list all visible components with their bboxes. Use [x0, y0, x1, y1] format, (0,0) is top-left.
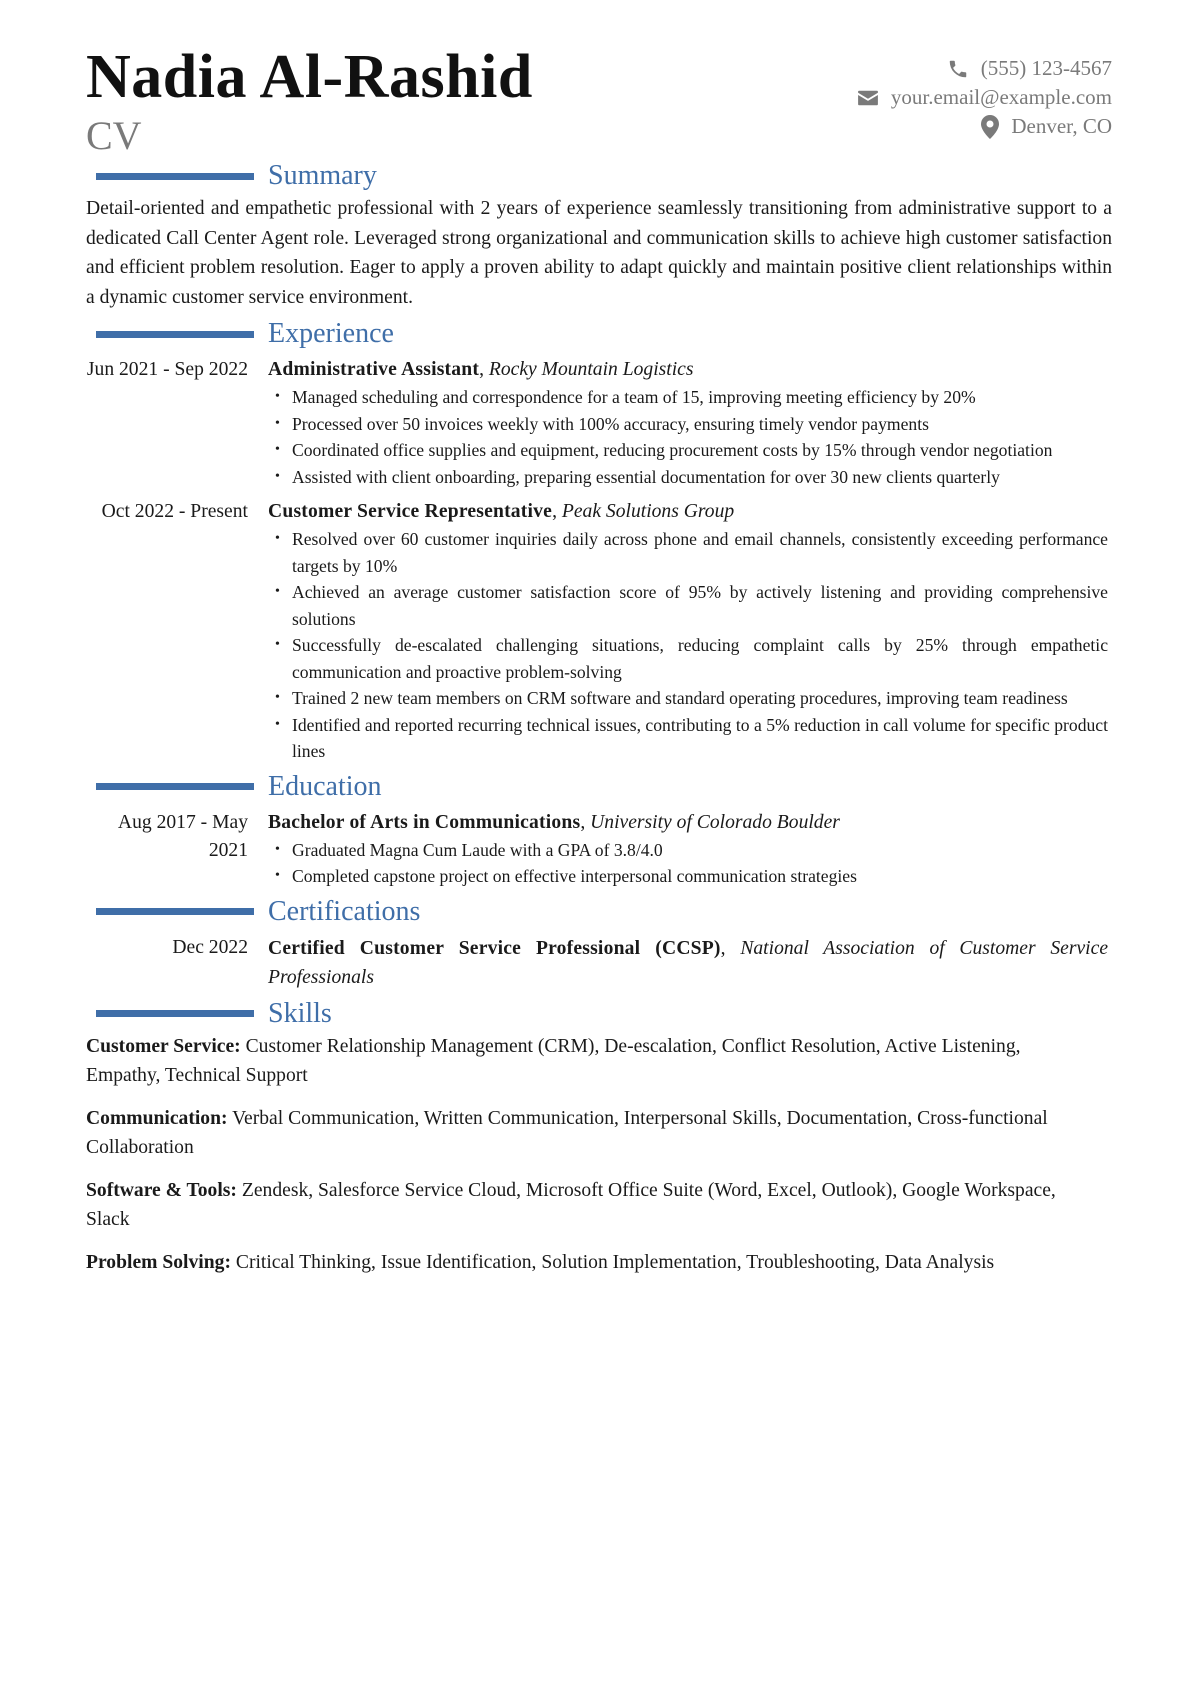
- bullet-item: • Graduated Magna Cum Laude with a GPA of 3.8/4.0: [268, 837, 1112, 864]
- entry-bullets: [268, 384, 1112, 490]
- skill-values: Customer Relationship Management (CRM), De-escalation, Conflict Resolution, Active Listening, Empathy, Technical Support: [86, 1035, 1021, 1086]
- entry-role: Certified Customer Service Professional (CCSP): [268, 937, 721, 959]
- experience-entry: [86, 498, 1112, 765]
- entry-body: [268, 809, 1112, 890]
- skill-label: Problem Solving:: [86, 1251, 231, 1273]
- section-title: Experience: [268, 318, 394, 349]
- bullet-item: • Assisted with client onboarding, preparing essential documentation for over 30 new clients quarterly: [268, 464, 1112, 491]
- bullet-item: • Successfully de-escalated challenging situations, reducing complaint calls by 25% through empathetic communication and proactive problem-solving: [268, 632, 1112, 685]
- entry-org: National Association of Customer Service Professionals: [268, 937, 1109, 988]
- section-title: Summary: [268, 160, 377, 191]
- skill-group: [86, 1104, 1112, 1163]
- section-summary-heading: [86, 158, 1112, 194]
- certification-entry: [86, 934, 1112, 992]
- bullet-item: • Coordinated office supplies and equipment, reducing procurement costs by 15% through vendor negotiation: [268, 437, 1112, 464]
- skill-group: [86, 1176, 1112, 1235]
- entry-body: [268, 356, 1112, 490]
- bullet-item: • Resolved over 60 customer inquiries daily across phone and email channels, consistently exceeding performance targets by 10%: [268, 526, 1112, 579]
- experience-entry: [86, 356, 1112, 490]
- section-title: Education: [268, 770, 382, 802]
- skill-values: Critical Thinking, Issue Identification, Solution Implementation, Troubleshooting, Data Analysis: [235, 1251, 995, 1273]
- entry-body: [268, 498, 1112, 765]
- entry-org: Rocky Mountain Logistics: [488, 359, 694, 380]
- contact-phone: [857, 54, 1112, 83]
- entry-date: Dec 2022: [172, 936, 248, 958]
- skill-group: [86, 1032, 1112, 1091]
- cv-header: [86, 40, 1112, 158]
- location-text: Denver, CO: [1011, 114, 1112, 138]
- entry-role: Bachelor of Arts in Communications: [268, 811, 581, 833]
- bullet-item: • Processed over 50 invoices weekly with 100% accuracy, ensuring timely vendor payments: [268, 411, 1112, 438]
- phone-icon: [947, 58, 969, 80]
- section-experience-heading: [86, 316, 1112, 352]
- skill-label: Software & Tools:: [86, 1179, 237, 1201]
- section-title: Certifications: [268, 895, 421, 927]
- entry-org: Peak Solutions Group: [561, 501, 735, 522]
- skill-label: Customer Service:: [86, 1035, 241, 1057]
- section-rule: [96, 331, 254, 338]
- bullet-item: • Trained 2 new team members on CRM software and standard operating procedures, improving team readiness: [268, 685, 1112, 712]
- map-pin-icon: [981, 115, 999, 139]
- section-certifications-heading: [86, 894, 1112, 930]
- bullet-item: • Managed scheduling and correspondence for a team of 15, improving meeting efficiency by 20%: [268, 384, 1112, 411]
- contact-info: [857, 54, 1112, 141]
- entry-body: [268, 934, 1112, 992]
- section-education-heading: [86, 769, 1112, 805]
- email-text: your.email@example.com: [890, 85, 1112, 109]
- entry-org: University of Colorado Boulder: [590, 811, 840, 833]
- bullet-item: • Identified and reported recurring technical issues, contributing to a 5% reduction in call volume for specific product lines: [268, 712, 1112, 765]
- contact-location: [857, 112, 1112, 141]
- candidate-name: Nadia Al-Rashid: [86, 43, 533, 111]
- education-entry: [86, 809, 1112, 890]
- skill-group: [86, 1248, 1112, 1278]
- section-skills-heading: [86, 996, 1112, 1032]
- skill-label: Communication:: [86, 1107, 228, 1129]
- envelope-icon: [857, 89, 879, 107]
- bullet-item: • Achieved an average customer satisfaction score of 95% by actively listening and providing comprehensive solutions: [268, 579, 1112, 632]
- cv-page: [86, 40, 1112, 1290]
- summary-text: Detail-oriented and empathetic professional with 2 years of experience seamlessly transitioning from administrative support to a dedicated Call Center Agent role. Leveraged strong organizational and communication skills to achieve high customer satisfaction and efficient problem resolution. Eager to apply a proven ability to adapt quickly and maintain positive client relationships within a dynamic customer service environment.: [86, 198, 1112, 308]
- section-rule: [96, 908, 254, 915]
- entry-title: Administrative Assistant, Rocky Mountain Logistics: [268, 359, 694, 380]
- bullet-item: • Completed capstone project on effective interpersonal communication strategies: [268, 863, 1112, 890]
- section-title: Skills: [268, 997, 332, 1029]
- phone-text: (555) 123-4567: [980, 56, 1112, 80]
- entry-date: Aug 2017 - May 2021: [117, 811, 248, 861]
- entry-title: Bachelor of Arts in Communications, University of Colorado Boulder: [268, 811, 840, 833]
- entry-role: Customer Service Representative: [268, 501, 553, 522]
- entry-title: Customer Service Representative, Peak Solutions Group: [268, 501, 735, 522]
- entry-bullets: [268, 837, 1112, 890]
- document-subtitle: CV: [86, 113, 142, 158]
- entry-date: Jun 2021 - Sep 2022: [86, 359, 248, 380]
- section-rule: [96, 1010, 254, 1017]
- section-rule: [96, 783, 254, 790]
- entry-role: Administrative Assistant: [268, 359, 480, 380]
- entry-bullets: [268, 526, 1112, 765]
- entry-title: Certified Customer Service Professional (CCSP), National Association of Customer Service Professionals: [268, 937, 1109, 988]
- contact-email: [857, 83, 1112, 112]
- section-rule: [96, 173, 254, 180]
- skill-values: Zendesk, Salesforce Service Cloud, Microsoft Office Suite (Word, Excel, Outlook), Google Workspace, Slack: [86, 1179, 1056, 1230]
- entry-date: Oct 2022 - Present: [101, 501, 248, 522]
- skill-values: Verbal Communication, Written Communication, Interpersonal Skills, Documentation, Cross-functional Collaboration: [86, 1107, 1048, 1158]
